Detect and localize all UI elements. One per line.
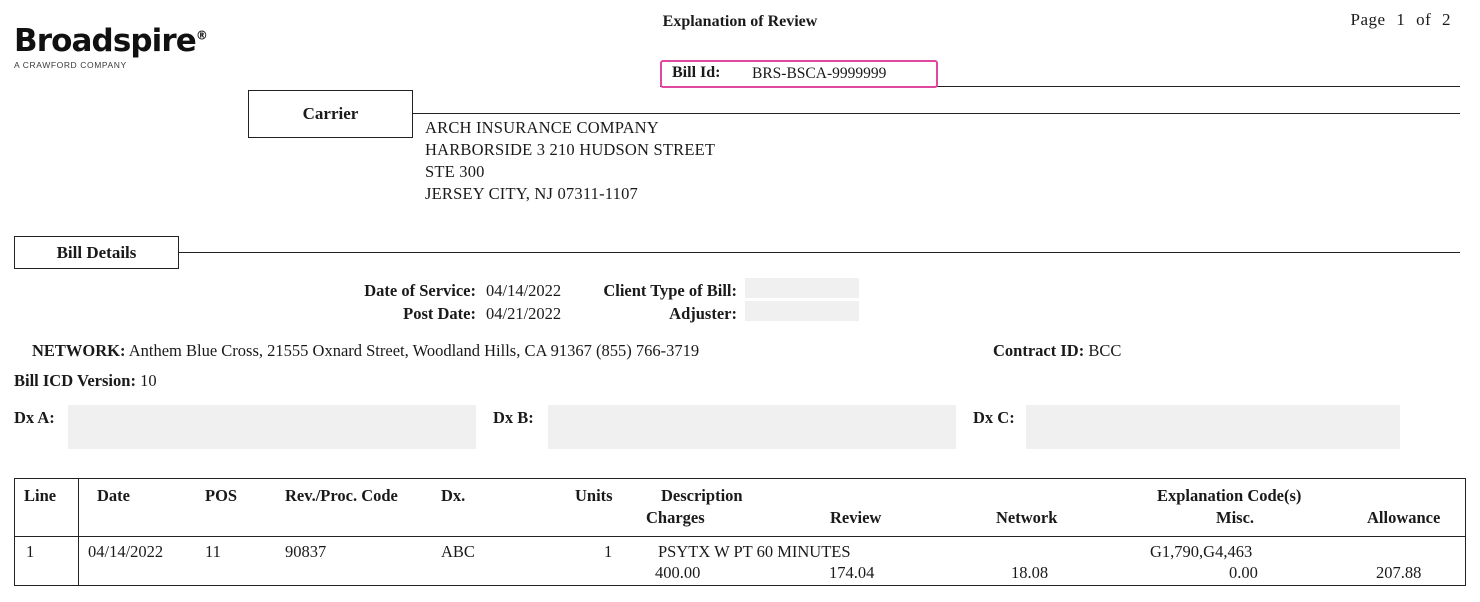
- table-row: 90837: [285, 542, 327, 561]
- th-charges: Charges: [646, 508, 705, 527]
- table-row: 1: [26, 542, 35, 561]
- network-label: NETWORK:: [32, 341, 126, 360]
- post-date-value: 04/21/2022: [486, 304, 562, 323]
- contract-id-row: [993, 341, 1121, 361]
- th-units: Units: [575, 486, 613, 505]
- network-row: [32, 341, 699, 361]
- th-date: Date: [97, 486, 130, 505]
- page-current: 1: [1396, 10, 1406, 29]
- bill-id-value: BRS-BSCA-9999999: [752, 65, 887, 82]
- carrier-address-line-2: STE 300: [425, 162, 485, 181]
- adjuster-label: Adjuster:: [669, 304, 737, 323]
- carrier-name: ARCH INSURANCE COMPANY: [425, 118, 659, 137]
- page-indicator: [1348, 10, 1454, 30]
- bill-icd-version-label: Bill ICD Version:: [14, 371, 136, 390]
- th-allowance: Allowance: [1367, 508, 1441, 527]
- table-row: ABC: [441, 542, 475, 561]
- th-review: Review: [830, 508, 882, 527]
- bill-details-rule: [179, 252, 1460, 253]
- carrier-address-line-1: HARBORSIDE 3 210 HUDSON STREET: [425, 140, 716, 159]
- th-pos: POS: [205, 486, 238, 505]
- table-header-separator: [14, 536, 1466, 537]
- th-dx: Dx.: [441, 486, 466, 505]
- table-row: 11: [205, 542, 221, 561]
- contract-id-value: BCC: [1088, 341, 1122, 360]
- th-description: Description: [661, 486, 743, 505]
- bill-icd-version-value: 10: [140, 371, 157, 390]
- carrier-address-line-3: JERSEY CITY, NJ 07311-1107: [425, 184, 638, 203]
- network-value: Anthem Blue Cross, 21555 Oxnard Street, Woodland Hills, CA 91367 (855) 766-3719: [128, 341, 700, 360]
- th-network: Network: [996, 508, 1058, 527]
- client-type-of-bill-label: Client Type of Bill:: [603, 281, 737, 300]
- post-date-label: Post Date:: [403, 304, 476, 323]
- th-line: Line: [24, 486, 57, 505]
- carrier-rule: [413, 113, 1460, 114]
- table-row: 1: [604, 542, 613, 561]
- bill-icd-version-row: [14, 371, 157, 391]
- bill-details-section-label: Bill Details: [14, 236, 179, 269]
- table-row: 207.88: [1376, 563, 1422, 582]
- adjuster-value-redacted: [745, 301, 859, 321]
- table-row: 04/14/2022: [88, 542, 164, 561]
- table-row: 174.04: [829, 563, 875, 582]
- th-explanation-codes: Explanation Code(s): [1157, 486, 1302, 505]
- table-row: PSYTX W PT 60 MINUTES: [658, 542, 851, 561]
- table-row: G1,790,G4,463: [1150, 542, 1253, 561]
- dx-c-label: Dx C:: [973, 408, 1015, 427]
- brand-tagline: A CRAWFORD COMPANY: [14, 60, 127, 70]
- dx-a-value-redacted: [68, 405, 476, 449]
- th-rev-proc-code: Rev./Proc. Code: [285, 486, 398, 505]
- brand-name-text: Broadspire: [14, 23, 196, 59]
- bill-id-label: Bill Id:: [672, 64, 721, 81]
- dx-c-value-redacted: [1026, 405, 1400, 449]
- table-row: 400.00: [655, 563, 701, 582]
- page-total: 2: [1442, 10, 1451, 29]
- dx-b-label: Dx B:: [493, 408, 534, 427]
- table-row: 18.08: [1011, 563, 1049, 582]
- page-label: Page: [1350, 10, 1386, 29]
- registered-mark: ®: [195, 28, 208, 43]
- contract-id-label: Contract ID:: [993, 341, 1085, 360]
- table-row: 0.00: [1229, 563, 1258, 582]
- page-title: Explanation of Review: [662, 13, 818, 30]
- dx-a-label: Dx A:: [14, 408, 55, 427]
- date-of-service-label: Date of Service:: [364, 281, 476, 300]
- client-type-of-bill-value-redacted: [745, 278, 859, 298]
- dx-b-value-redacted: [548, 405, 956, 449]
- table-line-column-divider: [78, 478, 79, 586]
- date-of-service-value: 04/14/2022: [486, 281, 562, 300]
- page-of-label: of: [1416, 10, 1432, 29]
- carrier-label: Carrier: [302, 104, 359, 123]
- th-misc: Misc.: [1216, 508, 1255, 527]
- broadspire-logo: [14, 23, 274, 70]
- carrier-address: [425, 117, 715, 205]
